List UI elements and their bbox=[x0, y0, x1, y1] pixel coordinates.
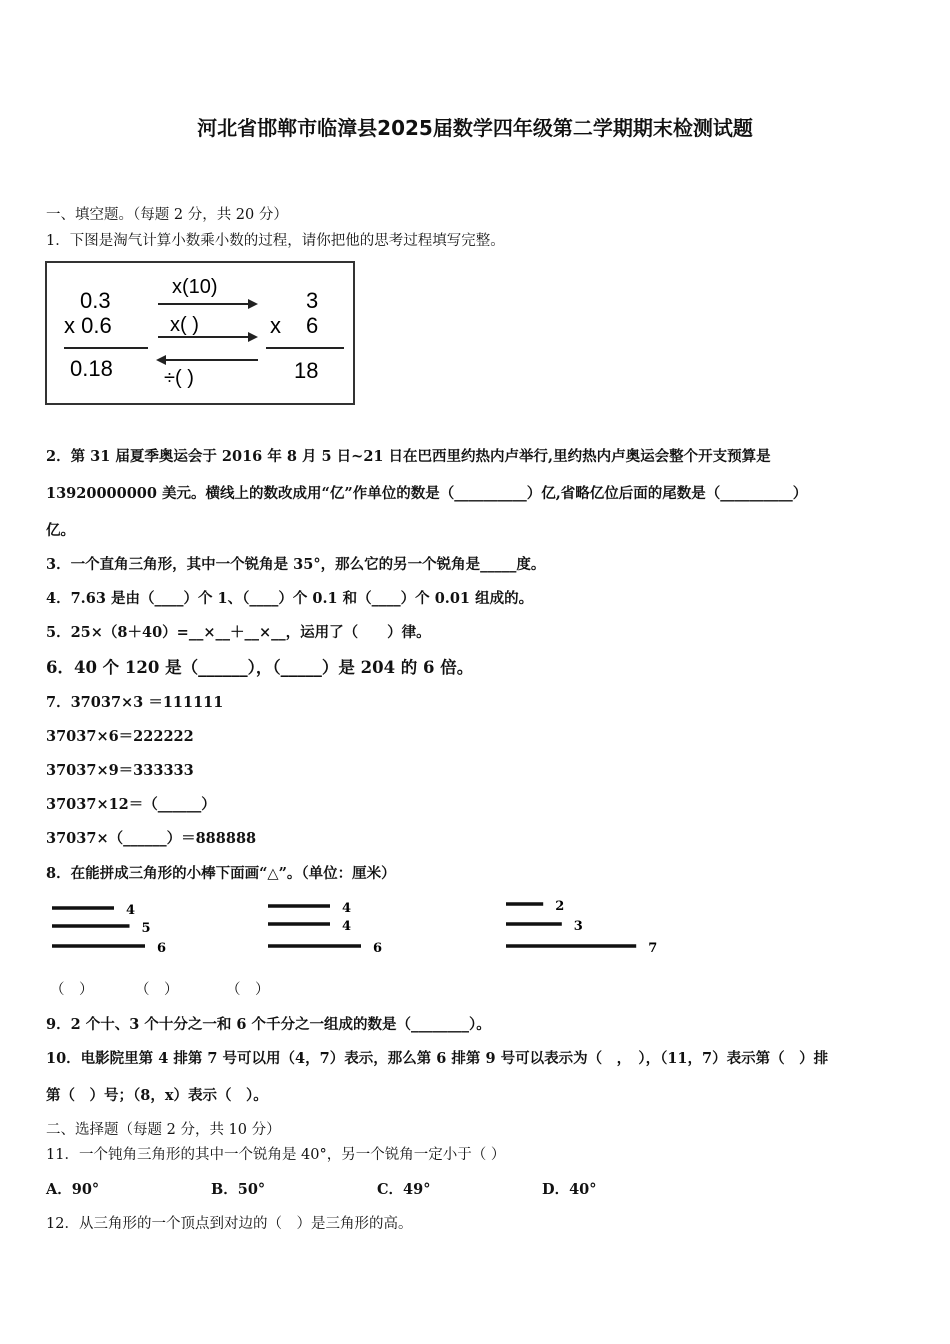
question-2-line2: 13920000000 美元。横线上的数改成用“亿”作单位的数是（__________）亿,省略亿位后面的尾数是（__________） bbox=[46, 485, 808, 502]
question-2-line3: 亿。 bbox=[46, 522, 75, 539]
q1-figure-svg bbox=[44, 258, 357, 408]
section1-heading: 一、填空题。（每题 2 分，共 20 分） bbox=[46, 207, 288, 223]
question-5-text: 5．25×（8＋40）=__×__＋__×__，运用了（ ）律。 bbox=[46, 624, 431, 641]
fig-right-mul: x bbox=[270, 313, 281, 338]
stick-label-3-3: 7 bbox=[648, 941, 658, 956]
question-7-line5: 37037×（______）＝888888 bbox=[46, 830, 257, 847]
fig-arrow-top-label: x(10) bbox=[172, 276, 218, 298]
question-4-text: 4．7.63 是由（____）个 1、（____）个 0.1 和（____）个 0.01 组成的。 bbox=[46, 590, 534, 607]
q11-option-d[interactable]: D．40° bbox=[542, 1181, 597, 1198]
fig-left-a: 0.3 bbox=[80, 288, 111, 313]
question-7-line2: 37037×6＝222222 bbox=[46, 728, 194, 745]
stick-label-1-2: 5 bbox=[141, 921, 151, 936]
question-6-text: 6．40 个 120 是（______），（_____）是 204 的 6 倍。 bbox=[46, 658, 474, 677]
fig-arrow-mid-label: x( ) bbox=[170, 314, 199, 336]
stick-group-1 bbox=[52, 903, 166, 956]
fig-right-b: 6 bbox=[306, 313, 319, 338]
stick-group-3 bbox=[506, 899, 657, 956]
stick-label-2-2: 4 bbox=[342, 919, 352, 934]
q1-calculation-figure bbox=[44, 258, 357, 408]
stick-label-2-1: 4 bbox=[342, 901, 352, 916]
question-2-line1: 2．第 31 届夏季奥运会于 2016 年 8 月 5 日~21 日在巴西里约热内卢举行,里约热内卢奥运会整个开支预算是 bbox=[46, 448, 771, 465]
question-7-line1: 7．37037×3 ＝111111 bbox=[46, 694, 224, 711]
q11-option-c[interactable]: C．49° bbox=[377, 1181, 431, 1198]
page-title: 河北省邯郸市临漳县2025届数学四年级第二学期期末检测试题 bbox=[197, 116, 753, 140]
question-12-text: 12．从三角形的一个顶点到对边的（ ）是三角形的高。 bbox=[46, 1216, 413, 1232]
stick-label-1-3: 6 bbox=[157, 941, 167, 956]
fig-left-b: x 0.6 bbox=[64, 313, 112, 338]
question-9-text: 9．2 个十、3 个十分之一和 6 个千分之一组成的数是（________）。 bbox=[46, 1016, 491, 1033]
question-1-text: 1．下图是淘气计算小数乘小数的过程，请你把他的思考过程填写完整。 bbox=[46, 233, 505, 249]
fig-arrow-top-head bbox=[248, 299, 258, 309]
fig-right-a: 3 bbox=[306, 288, 319, 313]
q11-option-b[interactable]: B．50° bbox=[211, 1181, 266, 1198]
fig-arrow-bottom-head bbox=[156, 355, 166, 365]
fig-arrow-mid-head bbox=[248, 332, 258, 342]
stick-label-2-3: 6 bbox=[373, 941, 383, 956]
question-10-line1: 10．电影院里第 4 排第 7 号可以用（4，7）表示，那么第 6 排第 9 号可以表示为（ ， ），（11，7）表示第（ ）排 bbox=[46, 1050, 829, 1067]
question-8-text: 8．在能拼成三角形的小棒下面画“△”。（单位：厘米） bbox=[46, 865, 396, 882]
question-3-text: 3．一个直角三角形，其中一个锐角是 35°，那么它的另一个锐角是_____度。 bbox=[46, 556, 546, 573]
section2-heading: 二、选择题（每题 2 分，共 10 分） bbox=[46, 1122, 281, 1138]
stick-label-3-2: 3 bbox=[573, 919, 583, 934]
stick-label-1-1: 4 bbox=[126, 903, 136, 918]
fig-arrow-bottom-label: ÷( ) bbox=[164, 367, 194, 389]
q8-answer-2[interactable]: （ ） bbox=[135, 982, 179, 998]
fig-right-result: 18 bbox=[294, 358, 319, 383]
question-7-line4: 37037×12＝（______） bbox=[46, 796, 216, 813]
q8-answer-1[interactable]: （ ） bbox=[50, 982, 94, 998]
question-11-text: 11．一个钝角三角形的其中一个锐角是 40°，另一个锐角一定小于（ ） bbox=[46, 1147, 506, 1163]
q8-answer-3[interactable]: （ ） bbox=[226, 982, 270, 998]
question-10-line2: 第（ ）号；（8，x）表示（ ）。 bbox=[46, 1087, 268, 1104]
question-7-line3: 37037×9＝333333 bbox=[46, 762, 194, 779]
stick-group-2 bbox=[268, 901, 382, 956]
q8-sticks-figure bbox=[46, 896, 666, 966]
stick-label-3-1: 2 bbox=[555, 899, 565, 914]
fig-left-result: 0.18 bbox=[70, 356, 113, 381]
q11-option-a[interactable]: A．90° bbox=[46, 1181, 100, 1198]
